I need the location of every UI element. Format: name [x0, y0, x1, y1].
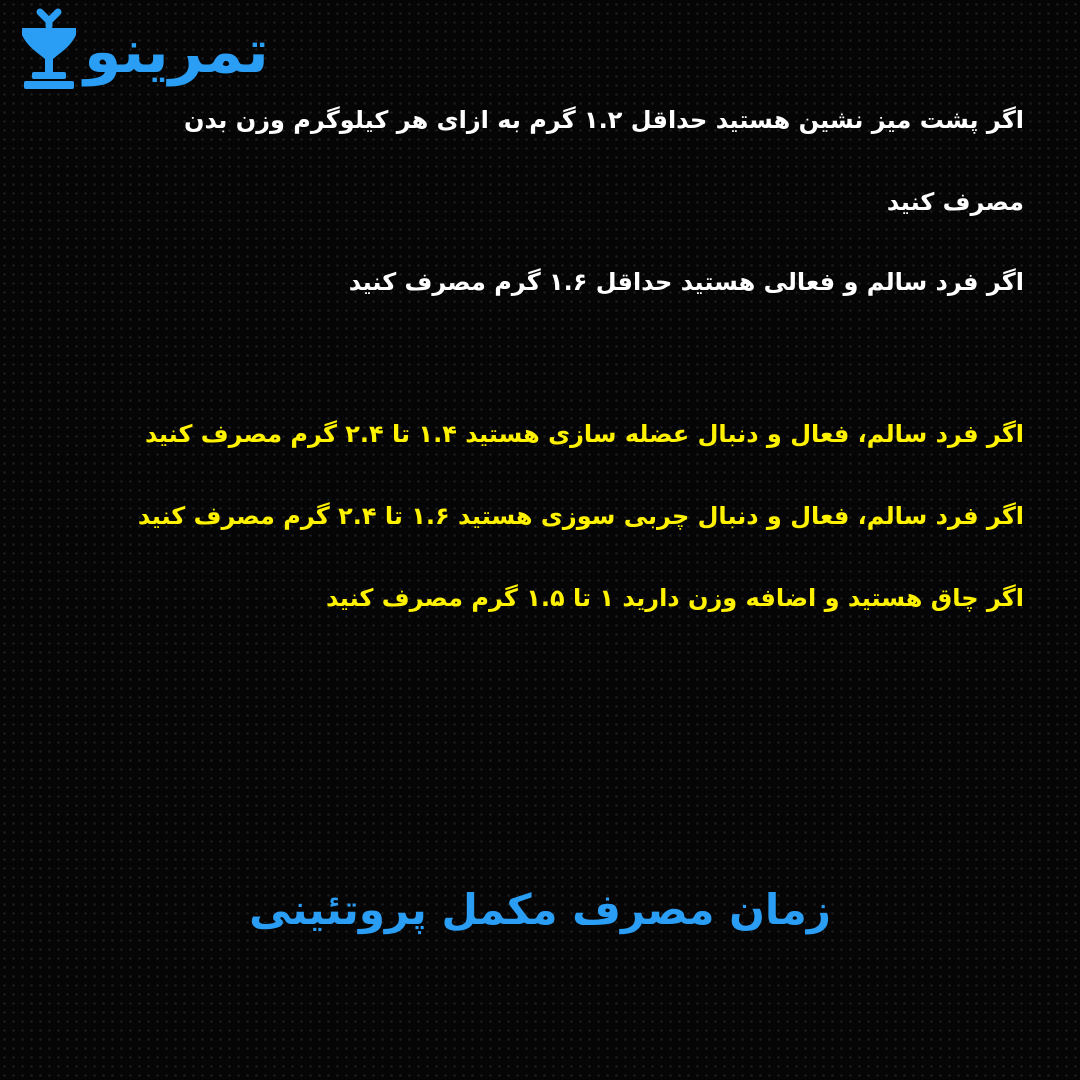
desk-worker-line-2: مصرف کنید: [886, 188, 1024, 216]
overweight-line: اگر چاق هستید و اضافه وزن دارید ۱ تا ۱.۵ گرم مصرف کنید: [325, 584, 1024, 612]
fat-loss-line: اگر فرد سالم، فعال و دنبال چربی سوزی هستید ۱.۶ تا ۲.۴ گرم مصرف کنید: [137, 502, 1024, 530]
info-text: [30, 100, 1024, 618]
footer-title: زمان مصرف مکمل پروتئینی: [249, 885, 831, 934]
logo-text: تمرینو: [84, 17, 269, 87]
active-person-line: اگر فرد سالم و فعالی هستید حداقل ۱.۶ گرم مصرف کنید: [348, 268, 1024, 296]
goblet-icon: [18, 8, 80, 96]
desk-worker-line-1: اگر پشت میز نشین هستید حداقل ۱.۲ گرم به ازای هر کیلوگرم وزن بدن: [184, 106, 1024, 134]
logo: [18, 8, 269, 96]
muscle-gain-line: اگر فرد سالم، فعال و دنبال عضله سازی هستید ۱.۴ تا ۲.۴ گرم مصرف کنید: [144, 420, 1024, 448]
